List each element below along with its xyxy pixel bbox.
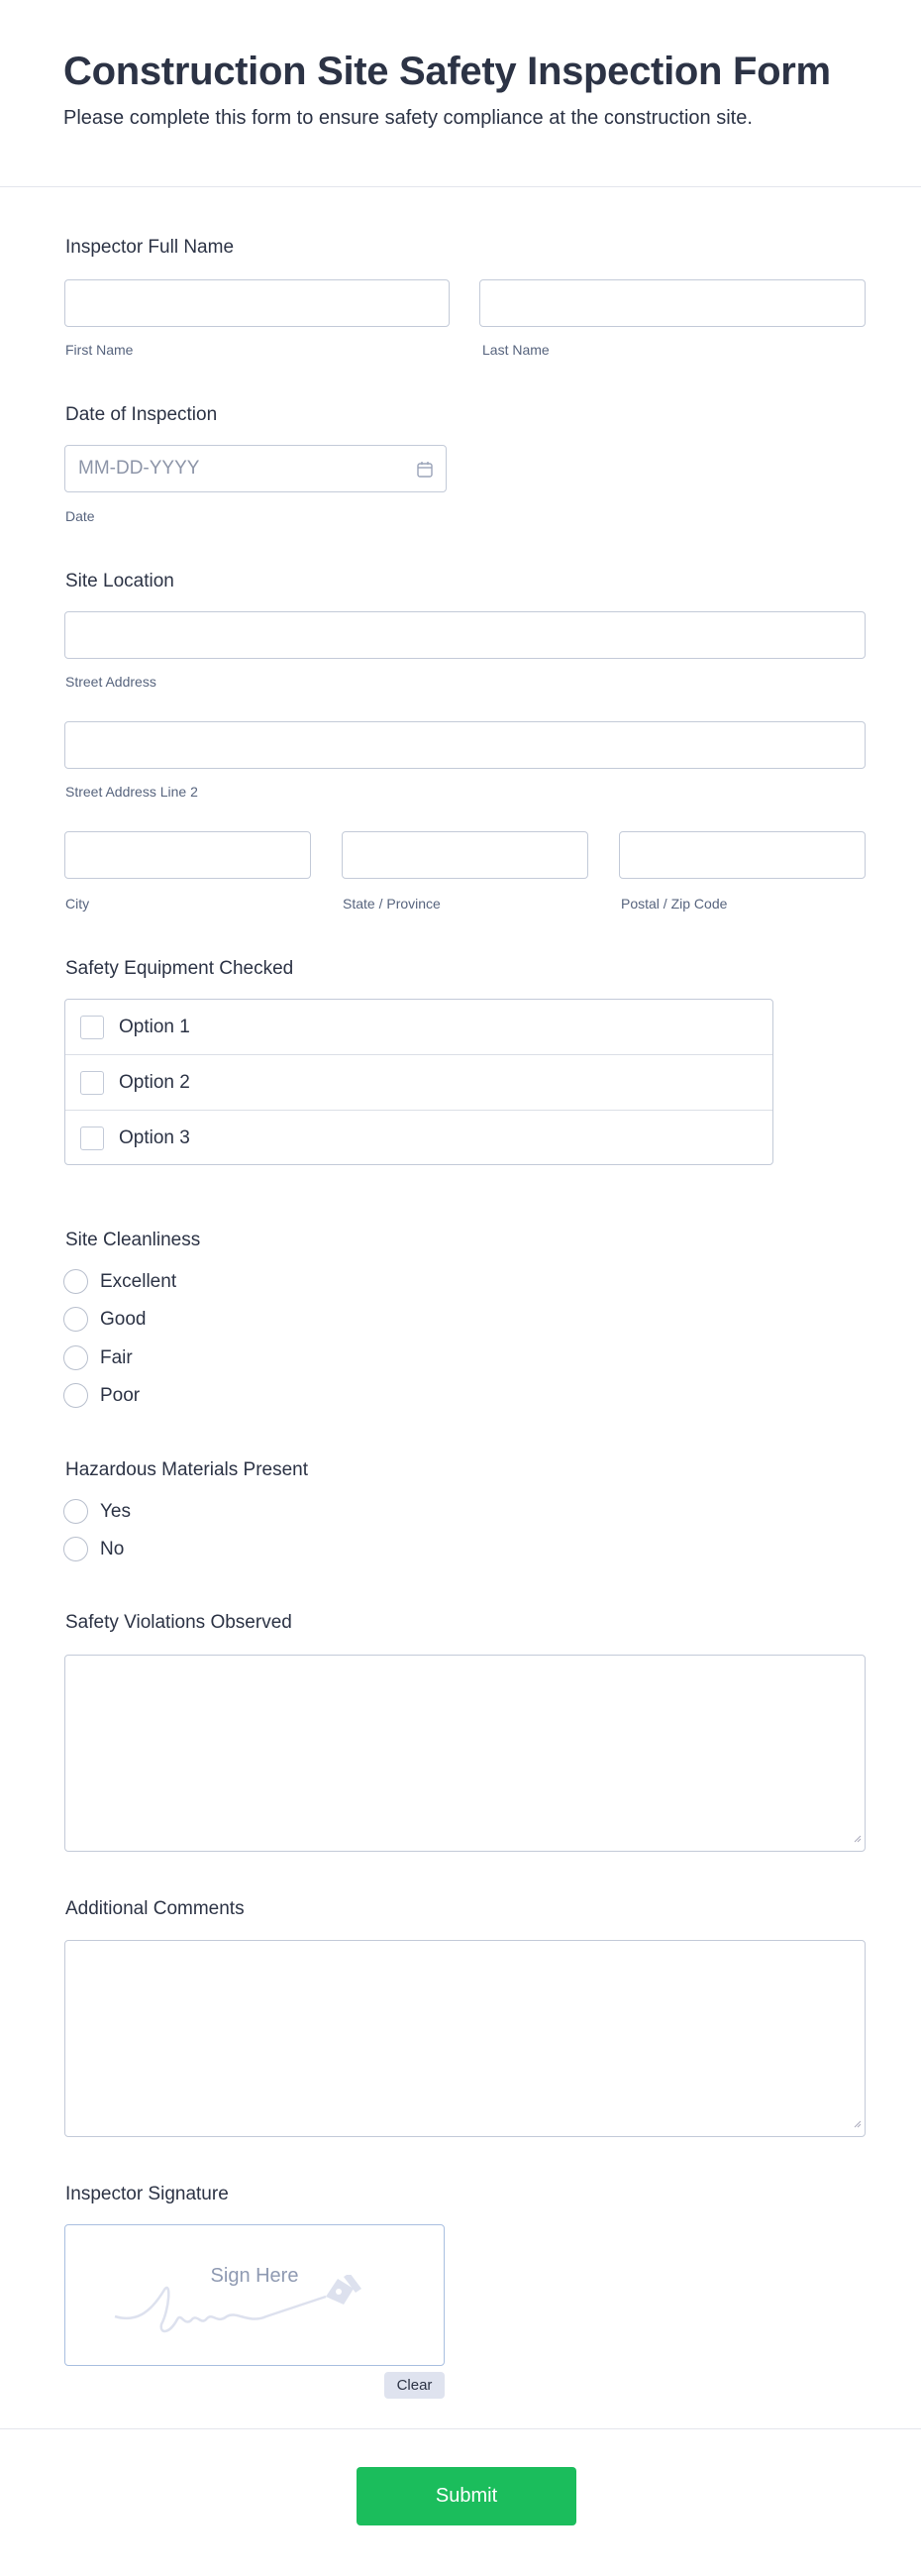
- safety-equipment-checklist: [64, 999, 773, 1165]
- site-location-label: Site Location: [65, 571, 174, 591]
- checkbox[interactable]: [80, 1016, 104, 1039]
- hazardous-materials-label: Hazardous Materials Present: [65, 1459, 308, 1480]
- site-cleanliness-label: Site Cleanliness: [65, 1230, 201, 1250]
- radio-button[interactable]: [63, 1537, 88, 1561]
- checkbox[interactable]: [80, 1127, 104, 1150]
- radio-button[interactable]: [63, 1499, 88, 1524]
- radio-label: Poor: [100, 1384, 141, 1406]
- checkbox-label: Option 3: [119, 1127, 190, 1148]
- first-name-sublabel: First Name: [65, 342, 134, 358]
- additional-comments-label: Additional Comments: [65, 1898, 245, 1919]
- signature-pen-icon: [110, 2275, 397, 2344]
- street-address-sublabel: Street Address: [65, 674, 156, 690]
- radio-good[interactable]: [63, 1307, 146, 1332]
- city-input[interactable]: [64, 831, 311, 879]
- safety-equipment-label: Safety Equipment Checked: [65, 958, 294, 979]
- resize-handle-icon[interactable]: [854, 1830, 862, 1848]
- checkbox-option-1[interactable]: [65, 1000, 772, 1055]
- footer-divider: [0, 2428, 921, 2429]
- checkbox-label: Option 2: [119, 1071, 190, 1093]
- radio-label: Fair: [100, 1346, 133, 1368]
- checkbox-label: Option 1: [119, 1016, 190, 1037]
- date-input[interactable]: [64, 445, 447, 492]
- radio-button[interactable]: [63, 1269, 88, 1294]
- resize-handle-icon[interactable]: [854, 2115, 862, 2133]
- radio-excellent[interactable]: [63, 1269, 176, 1294]
- radio-button[interactable]: [63, 1383, 88, 1408]
- radio-label: Excellent: [100, 1270, 177, 1292]
- first-name-input[interactable]: [64, 279, 450, 327]
- radio-label: Yes: [100, 1500, 131, 1522]
- additional-comments-textarea[interactable]: [64, 1940, 866, 2137]
- last-name-input[interactable]: [479, 279, 866, 327]
- safety-violations-label: Safety Violations Observed: [65, 1612, 292, 1633]
- signature-placeholder: Sign Here: [210, 2265, 299, 2287]
- radio-label: No: [100, 1538, 125, 1559]
- date-label: Date of Inspection: [65, 404, 218, 425]
- radio-button[interactable]: [63, 1307, 88, 1332]
- signature-pad[interactable]: [64, 2224, 445, 2366]
- radio-button[interactable]: [63, 1345, 88, 1370]
- calendar-icon[interactable]: [416, 460, 434, 484]
- radio-yes[interactable]: [63, 1499, 131, 1524]
- safety-violations-textarea[interactable]: [64, 1655, 866, 1852]
- radio-fair[interactable]: [63, 1345, 133, 1370]
- date-sublabel: Date: [65, 508, 95, 524]
- page-subtitle: Please complete this form to ensure safety compliance at the construction site.: [63, 107, 753, 129]
- submit-button[interactable]: Submit: [357, 2467, 576, 2525]
- checkbox-option-2[interactable]: [65, 1055, 772, 1111]
- inspector-name-label: Inspector Full Name: [65, 237, 235, 258]
- last-name-sublabel: Last Name: [482, 342, 550, 358]
- page-title: Construction Site Safety Inspection Form: [63, 50, 831, 93]
- state-sublabel: State / Province: [343, 896, 441, 912]
- clear-signature-button[interactable]: Clear: [384, 2372, 445, 2399]
- radio-no[interactable]: [63, 1537, 124, 1561]
- street-address-input[interactable]: [64, 611, 866, 659]
- radio-label: Good: [100, 1308, 147, 1330]
- zip-input[interactable]: [619, 831, 866, 879]
- checkbox-option-3[interactable]: [65, 1111, 772, 1166]
- inspector-signature-label: Inspector Signature: [65, 2184, 229, 2204]
- street-address-line2-input[interactable]: [64, 721, 866, 769]
- date-placeholder: MM-DD-YYYY: [78, 458, 200, 479]
- city-sublabel: City: [65, 896, 90, 912]
- state-input[interactable]: [342, 831, 588, 879]
- checkbox[interactable]: [80, 1071, 104, 1095]
- radio-poor[interactable]: [63, 1383, 140, 1408]
- zip-sublabel: Postal / Zip Code: [621, 896, 728, 912]
- header-divider: [0, 186, 921, 187]
- street-address-line2-sublabel: Street Address Line 2: [65, 784, 198, 800]
